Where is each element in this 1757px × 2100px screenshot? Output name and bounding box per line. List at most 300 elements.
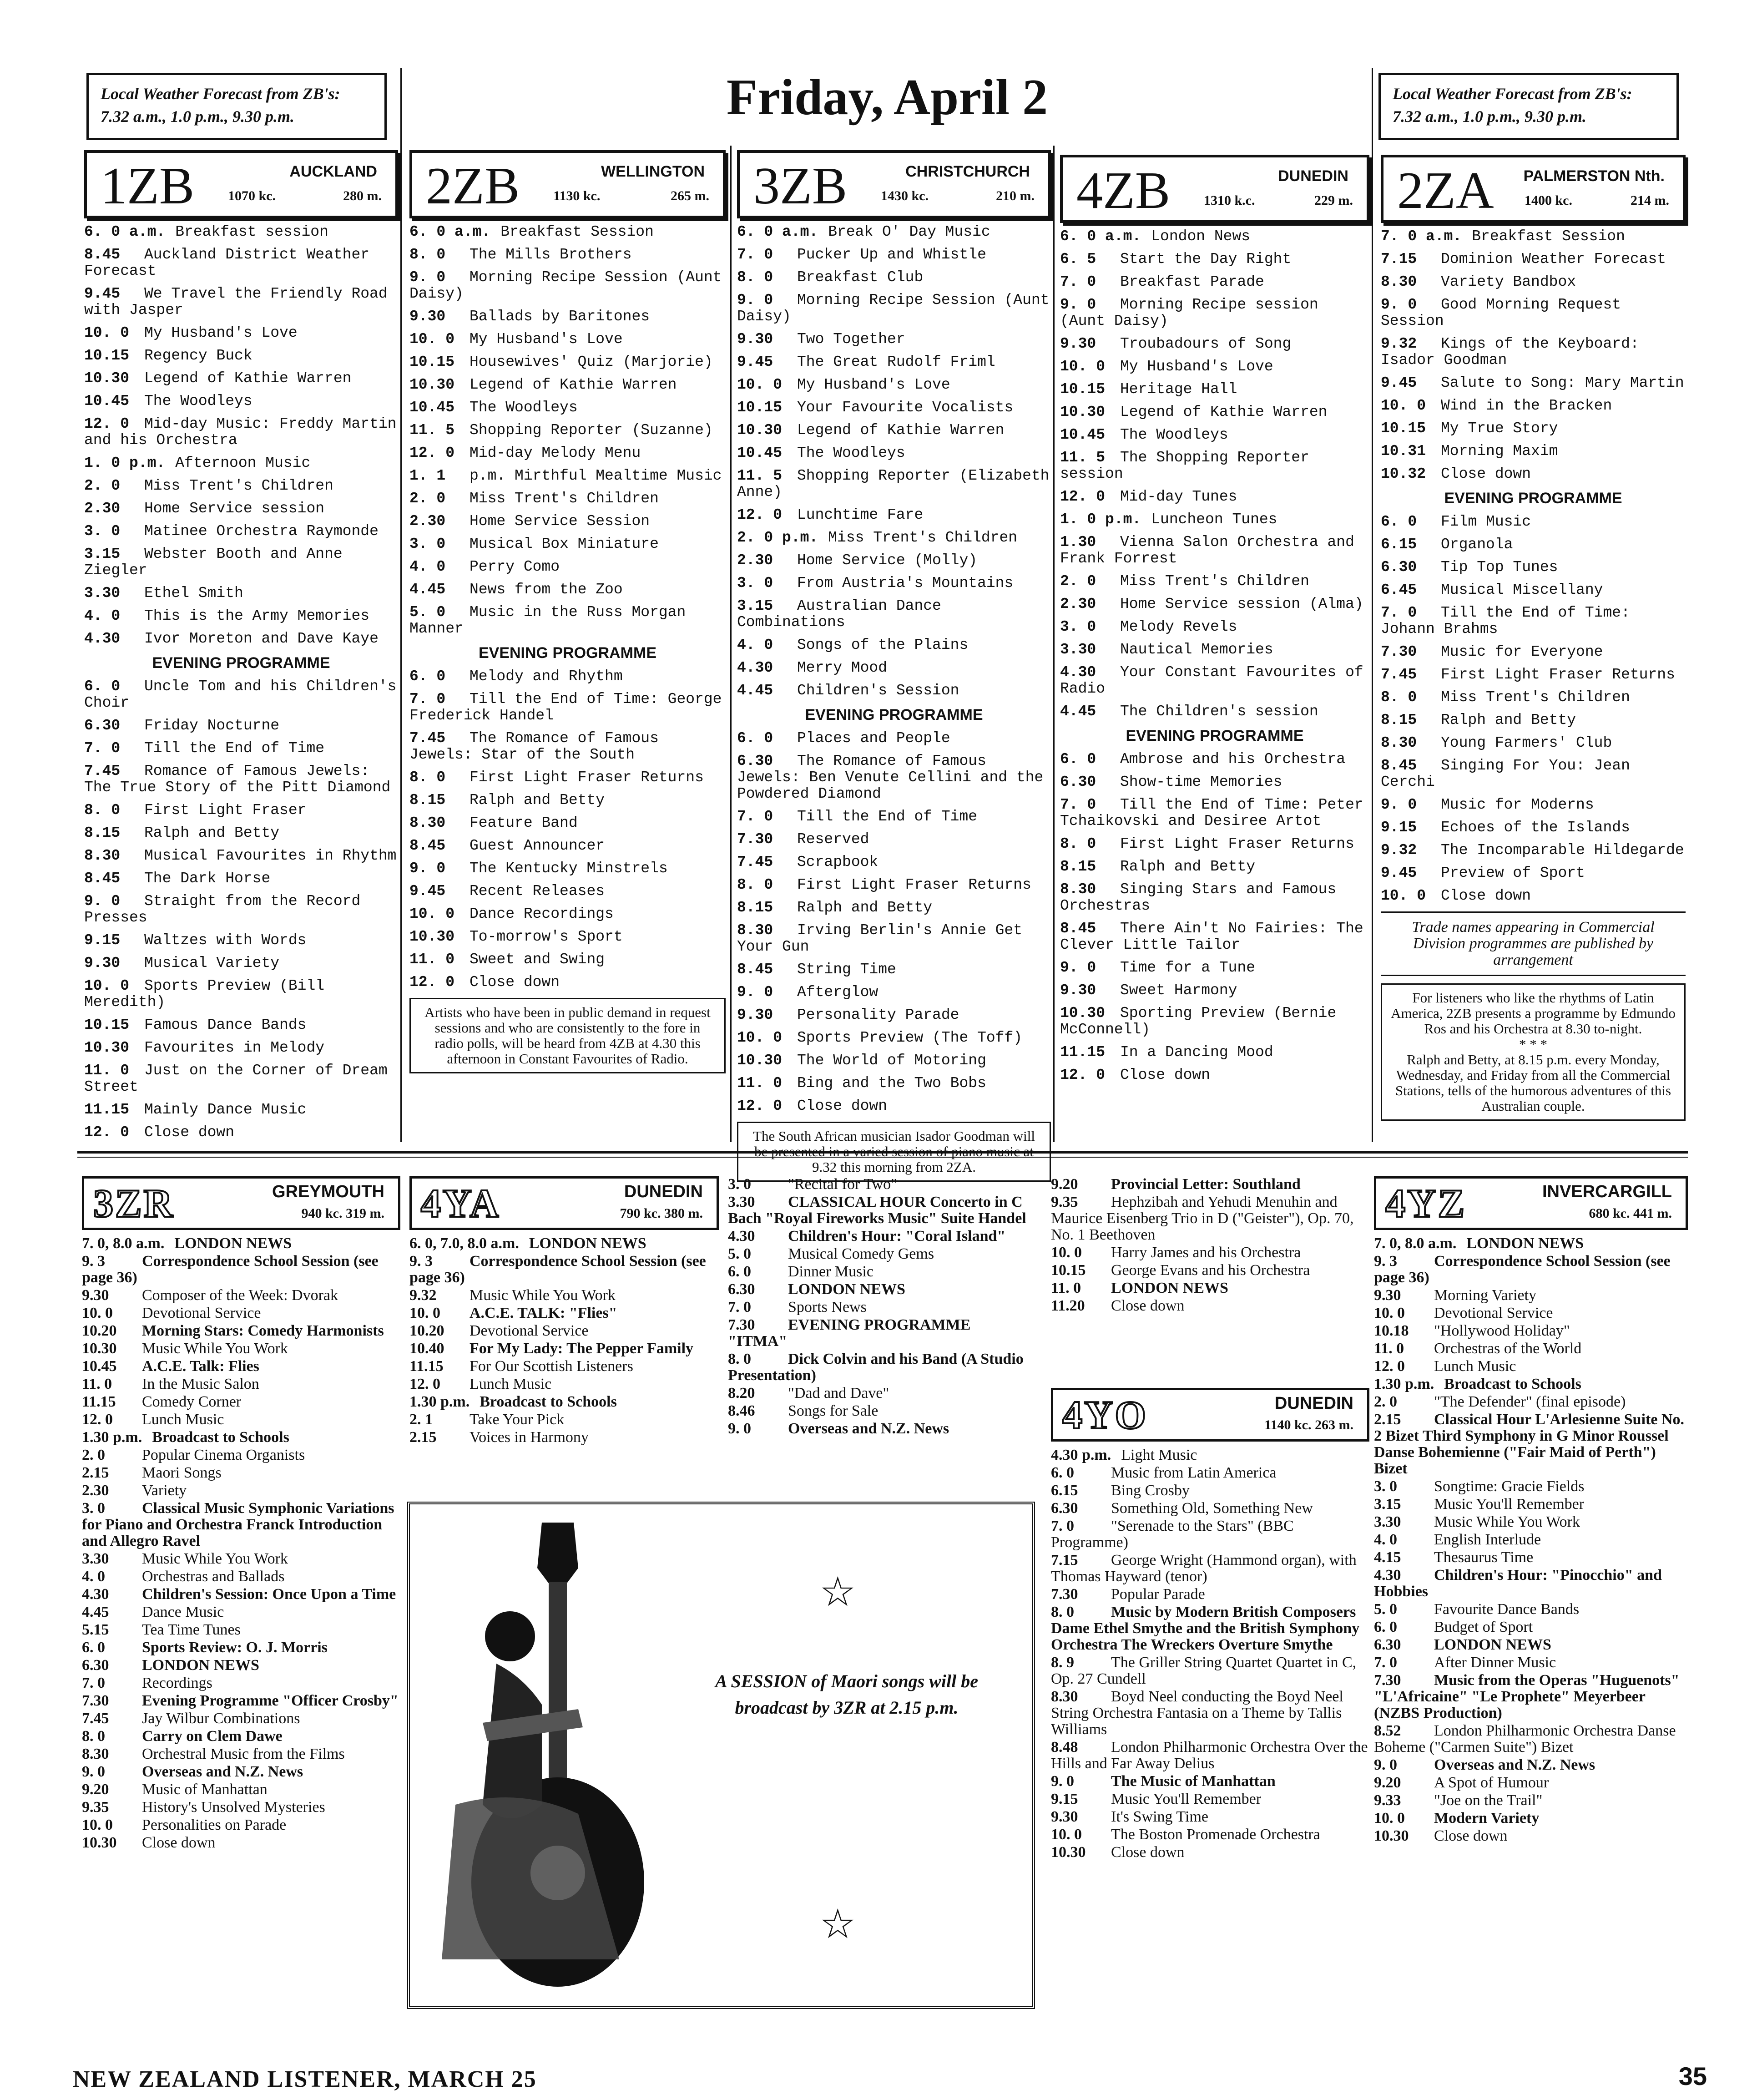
programme-entry	[84, 286, 398, 319]
entry-time: 10.30	[82, 1340, 117, 1357]
programme-entry	[84, 763, 398, 796]
programme-entry	[84, 631, 398, 647]
station-metres: 210 m.	[996, 188, 1035, 203]
entry-time: 9.15	[1381, 819, 1417, 836]
entry-time: 7.30	[82, 1692, 109, 1709]
station-kc: 1070 kc.	[228, 188, 276, 203]
programme-entry	[84, 585, 398, 602]
entry-programme: My Husband's Love	[144, 324, 298, 341]
entry-time: 4.15	[1374, 1549, 1401, 1566]
entry-programme: The Woodleys	[1120, 426, 1228, 443]
entry-time: 12. 0	[409, 445, 455, 461]
programme-entry	[409, 604, 726, 637]
programme-entry	[409, 354, 726, 370]
programme-entry	[737, 753, 1051, 802]
entry-time: 10. 0	[82, 1305, 113, 1321]
entry-programme: Merry Mood	[797, 659, 888, 676]
programme-entry	[82, 1817, 400, 1833]
programme-entry	[1051, 1809, 1369, 1825]
programme-entry	[409, 1341, 719, 1357]
entry-time: 10.30	[1374, 1827, 1409, 1844]
entry-programme: The World of Motoring	[797, 1052, 986, 1069]
programme-entry	[409, 1323, 719, 1339]
station-header	[1381, 155, 1686, 223]
programme-entry	[409, 1429, 719, 1446]
programme-entry	[409, 1305, 719, 1321]
entry-programme: Time for a Tune	[1120, 959, 1256, 976]
entry-time: 10.30	[1051, 1844, 1086, 1861]
entry-programme: Ralph and Betty	[797, 899, 933, 916]
entry-time: 10.15	[737, 399, 783, 416]
entry-programme: A Spot of Humour	[1434, 1774, 1549, 1791]
programme-entry	[737, 1098, 1051, 1114]
entry-time: 7.45	[737, 854, 773, 870]
entry-time: 4.30	[1060, 664, 1096, 681]
entry-time: 7. 0	[1374, 1654, 1397, 1671]
programme-entry	[1381, 582, 1686, 598]
programme-entry	[1374, 1496, 1688, 1513]
entry-time: 12. 0	[1374, 1358, 1405, 1375]
entry-time: 9.35	[1051, 1194, 1078, 1210]
entry-programme: There Ain't No Fairies: The Clever Little Tailor	[1060, 920, 1363, 953]
entry-programme: Broadcast to Schools	[1444, 1376, 1581, 1392]
programme-entry	[82, 1604, 400, 1620]
programme-entry	[737, 575, 1051, 592]
programme-entry	[1060, 573, 1369, 590]
entry-time: 9. 0	[1381, 796, 1417, 813]
entry-programme: Mainly Dance Music	[144, 1101, 307, 1118]
entry-programme: Mid-day Melody Menu	[470, 445, 641, 461]
entry-programme: p.m. Mirthful Mealtime Music	[470, 467, 722, 484]
entry-time: 6.30	[728, 1281, 755, 1298]
column-rule	[1372, 68, 1373, 1142]
entry-programme: Ralph and Betty	[1441, 712, 1576, 729]
entry-programme: The Romance of Famous Jewels: Ben Venute Cellini and the Powdered Diamond	[737, 753, 1044, 802]
entry-programme: Organola	[1441, 536, 1513, 553]
entry-time: 6.30	[1060, 774, 1096, 790]
programme-entry	[737, 422, 1051, 439]
entry-time: 9.30	[737, 1007, 773, 1023]
programme-entry	[1374, 1775, 1688, 1791]
entry-time: 10.32	[1381, 466, 1426, 482]
programme-entry	[728, 1228, 1028, 1245]
programme-entry	[82, 1483, 400, 1499]
entry-programme: Close down	[1120, 1067, 1211, 1083]
entry-time: 6. 0	[409, 668, 446, 685]
entry-programme: Sports Preview (The Toff)	[797, 1029, 1023, 1046]
entry-programme: Breakfast session	[175, 223, 328, 240]
entry-time: 6. 0 a.m.	[1060, 228, 1141, 245]
programme-entry	[1381, 536, 1686, 553]
programme-entry	[84, 802, 398, 819]
entry-time: 9.15	[1051, 1791, 1078, 1807]
entry-programme: Close down	[1111, 1844, 1185, 1861]
programme-entry	[84, 1124, 398, 1141]
entry-time: 6. 0	[737, 730, 773, 747]
programme-entry	[1060, 664, 1369, 697]
entry-time: 12. 0	[737, 1098, 783, 1114]
entry-programme: Morning Recipe Session (Aunt Daisy)	[737, 292, 1050, 325]
programme-entry	[82, 1287, 400, 1304]
entry-programme: Musical Favourites in Rhythm	[144, 847, 397, 864]
station-frequency: 680 kc. 441 m.	[1589, 1206, 1672, 1221]
programme-entry	[1051, 1655, 1369, 1687]
entry-time: 8.45	[1381, 757, 1417, 774]
programme-entry	[1374, 1287, 1688, 1304]
entry-time: 10. 0	[82, 1817, 113, 1833]
entry-time: 8.45	[409, 837, 446, 854]
entry-programme: The Romance of Famous Jewels: Star of the South	[409, 730, 659, 763]
entry-programme: CLASSICAL HOUR Concerto in C Bach "Royal Fireworks Music" Suite Handel	[728, 1194, 1026, 1227]
entry-time: 10. 0	[737, 1029, 783, 1046]
station-city: PALMERSTON Nth.	[1523, 167, 1665, 185]
entry-programme: Close down	[144, 1124, 235, 1141]
entry-time: 4. 0	[1374, 1531, 1397, 1548]
entry-programme: Sporting Preview (Bernie McConnell)	[1060, 1005, 1337, 1038]
entry-time: 6.30	[1381, 559, 1417, 576]
entry-time: 8.20	[728, 1385, 755, 1402]
programme-entry	[84, 370, 398, 387]
programme-entry	[1381, 398, 1686, 414]
programme-entry	[737, 1053, 1051, 1069]
programme-entry	[1051, 1262, 1369, 1279]
entry-time: 6.30	[1051, 1500, 1078, 1517]
entry-time: 4.45	[1060, 703, 1096, 720]
station-column-1zb	[84, 150, 398, 1147]
entry-programme: Close down	[1441, 887, 1531, 904]
entry-programme: Classical Hour L'Arlesienne Suite No. 2 Bizet Third Symphony in G Minor Roussel Danse Bohemienne ("Fair Maid of Perth") Bizet	[1374, 1411, 1684, 1477]
entry-time: 4.45	[409, 581, 446, 598]
entry-time: 10.30	[84, 370, 130, 387]
entry-time: 8.30	[1381, 273, 1417, 290]
entry-programme: Salute to Song: Mary Martin	[1441, 374, 1684, 391]
entry-time: 9. 0	[1060, 296, 1096, 313]
entry-programme: Perry Como	[470, 558, 560, 575]
station-header	[1060, 155, 1369, 223]
programme-entry	[409, 860, 726, 877]
entry-time: 10. 0	[1374, 1810, 1405, 1827]
entry-time: 8.45	[84, 246, 121, 263]
entry-programme: Start the Day Right	[1120, 251, 1292, 268]
programme-entry	[1051, 1483, 1369, 1499]
entry-programme: Two Together	[797, 331, 905, 348]
entry-time: 11.15	[409, 1358, 444, 1375]
entry-programme: Shopping Reporter (Elizabeth Anne)	[737, 467, 1050, 501]
programme-entry	[82, 1235, 400, 1252]
programme-entry	[82, 1447, 400, 1463]
entry-time: 9.30	[1374, 1287, 1401, 1304]
entry-programme: Famous Dance Bands	[144, 1017, 307, 1033]
entry-programme: Evening Programme "Officer Crosby"	[142, 1692, 399, 1709]
entry-time: 12. 0	[84, 1124, 130, 1141]
entry-time: 4.30	[1374, 1567, 1401, 1584]
entry-programme: Your Favourite Vocalists	[797, 399, 1014, 416]
entry-programme: Maori Songs	[142, 1464, 222, 1481]
entry-time: 9.45	[1381, 374, 1417, 391]
programme-entry	[737, 530, 1051, 546]
station-frequency	[1204, 193, 1353, 208]
entry-programme: First Light Fraser Returns	[1120, 835, 1354, 852]
entry-programme: LONDON NEWS	[142, 1657, 259, 1674]
entry-time: 8. 9	[1051, 1654, 1074, 1671]
trade-names-note: Trade names appearing in Commercial Division programmes are published by arrangement	[1381, 911, 1686, 976]
programme-entry	[1381, 274, 1686, 290]
entry-programme: Close down	[470, 974, 560, 991]
entry-programme: String Time	[797, 961, 896, 978]
entry-time: 8.52	[1374, 1722, 1401, 1739]
entry-programme: Young Farmers' Club	[1441, 734, 1612, 751]
entry-programme: Boyd Neel conducting the Boyd Neel String Orchestra Fantasia on a Theme by Tallis Williams	[1051, 1688, 1343, 1738]
entry-programme: Morning Stars: Comedy Harmonists	[142, 1322, 384, 1339]
entry-programme: Morning Maxim	[1441, 443, 1558, 460]
programme-entry	[1060, 534, 1369, 567]
programme-entry	[84, 1063, 398, 1095]
entry-programme: Film Music	[1441, 513, 1531, 530]
entry-time: 10.30	[82, 1834, 117, 1851]
programme-entry	[82, 1551, 400, 1567]
entry-time: 6. 0	[728, 1263, 751, 1280]
entry-programme: My Husband's Love	[470, 331, 623, 348]
entry-programme: Music from Latin America	[1111, 1464, 1277, 1481]
entry-programme: Webster Booth and Anne Ziegler	[84, 546, 343, 579]
programme-entry	[737, 984, 1051, 1001]
programme-entry	[82, 1500, 400, 1549]
entry-programme: Home Service session (Alma)	[1120, 596, 1363, 612]
programme-entry	[1060, 881, 1369, 914]
entry-time: 7. 0	[82, 1675, 105, 1691]
entry-time: 11.15	[82, 1393, 116, 1410]
entry-programme: Ralph and Betty	[1120, 858, 1256, 875]
programme-entry	[84, 455, 398, 471]
entry-time: 7.15	[1051, 1552, 1078, 1569]
column-rule	[400, 68, 402, 1142]
entry-time: 10. 0	[1051, 1244, 1082, 1261]
programme-entry	[737, 854, 1051, 870]
info-box	[1381, 983, 1686, 1121]
entry-programme: Ambrose and his Orchestra	[1120, 751, 1346, 768]
station-kc: 1310 k.c.	[1204, 193, 1255, 208]
programme-entry	[409, 582, 726, 598]
entry-programme: LONDON NEWS	[1466, 1235, 1584, 1252]
programme-entry	[728, 1385, 1028, 1402]
entry-programme: Legend of Kathie Warren	[470, 376, 677, 393]
entry-time: 9. 3	[409, 1253, 433, 1270]
entry-time: 1.30 p.m.	[409, 1393, 470, 1410]
entry-time: 1. 0 p.m.	[84, 455, 166, 471]
entry-programme: Scrapbook	[797, 854, 878, 870]
entry-programme: Till the End of Time	[144, 740, 325, 757]
programme-entry	[737, 637, 1051, 653]
entry-time: 10.45	[82, 1358, 117, 1375]
entry-programme: Variety Bandbox	[1441, 273, 1576, 290]
entry-programme: Devotional Service	[142, 1305, 261, 1321]
entry-programme: First Light Fraser Returns	[797, 876, 1031, 893]
station-column-4yz	[1374, 1176, 1688, 2018]
column-rule	[730, 146, 732, 1142]
programme-entry	[82, 1305, 400, 1321]
station-frequency	[228, 188, 382, 204]
programme-entry	[728, 1246, 1028, 1262]
entry-programme: "Hollywood Holiday"	[1434, 1322, 1570, 1339]
entry-time: 8. 0	[82, 1728, 105, 1745]
programme-entry	[82, 1358, 400, 1375]
entry-programme: Overseas and N.Z. News	[788, 1420, 949, 1437]
entry-programme: Ralph and Betty	[470, 792, 605, 809]
entry-time: 2. 0 p.m.	[737, 529, 818, 546]
entry-time: 11. 0	[737, 1075, 783, 1092]
programme-entry	[1051, 1245, 1369, 1261]
entry-time: 7. 0 a.m.	[1381, 228, 1462, 245]
entry-programme: Sweet Harmony	[1120, 982, 1237, 999]
entry-time: 2.15	[1374, 1411, 1401, 1428]
programme-entry	[737, 900, 1051, 916]
programme-entry	[409, 730, 726, 763]
entry-programme: Pucker Up and Whistle	[797, 246, 986, 263]
entry-programme: Lunch Music	[470, 1376, 552, 1392]
entry-time: 10.30	[737, 1052, 783, 1069]
programme-entry	[728, 1281, 1028, 1298]
programme-entry	[1051, 1280, 1369, 1296]
entry-programme: The Woodleys	[470, 399, 578, 416]
programme-entry	[728, 1264, 1028, 1280]
entry-programme: Wind in the Bracken	[1441, 397, 1612, 414]
programme-entry	[728, 1176, 1028, 1193]
entry-programme: My Husband's Love	[1120, 358, 1273, 375]
programme-entry	[409, 1358, 719, 1375]
entry-programme: Dinner Music	[788, 1263, 873, 1280]
programme-entry	[1060, 619, 1369, 635]
programme-entry	[1060, 297, 1369, 329]
programme-entry	[84, 501, 398, 517]
entry-time: 6. 0	[82, 1639, 105, 1656]
entry-time: 3.30	[82, 1550, 109, 1567]
programme-entry	[1374, 1235, 1688, 1252]
entry-time: 2.15	[409, 1429, 437, 1446]
programme-entry	[1381, 251, 1686, 268]
programme-entry	[1060, 960, 1369, 976]
entry-time: 8. 0	[409, 246, 446, 263]
section-heading: EVENING PROGRAMME	[152, 654, 330, 672]
station-column-4zb	[1060, 155, 1369, 1147]
entry-programme: Orchestras and Ballads	[142, 1568, 285, 1585]
entry-programme: Music While You Work	[1434, 1513, 1580, 1530]
entry-programme: Matinee Orchestra Raymonde	[144, 523, 379, 540]
programme-entry	[1374, 1637, 1688, 1653]
entry-programme: Just on the Corner of Dream Street	[84, 1062, 388, 1095]
programme-entry	[1051, 1500, 1369, 1517]
entry-programme: Dance Music	[142, 1604, 224, 1620]
entry-programme: Miss Trent's Children	[1120, 573, 1309, 590]
info-text: For listeners who like the rhythms of Latin America, 2ZB presents a programme by Edmundo Ros and his Orchestra at 8.30 to-night.	[1391, 990, 1676, 1037]
programme-entry	[1051, 1773, 1369, 1790]
entry-programme: Till the End of Time: Peter Tchaikovski and Desiree Artot	[1060, 796, 1363, 830]
entry-programme: "Recital for Two"	[788, 1176, 898, 1193]
entry-programme: Comedy Corner	[142, 1393, 242, 1410]
programme-entry	[82, 1799, 400, 1816]
programme-entry	[1374, 1619, 1688, 1635]
entry-programme: Lunch Music	[142, 1411, 224, 1428]
programme-entry	[1060, 274, 1369, 290]
station-callsign: 4YA	[421, 1182, 501, 1226]
entry-time: 12. 0	[1060, 488, 1106, 505]
station-header	[84, 150, 398, 218]
entry-programme: Singing For You: Jean Cerchi	[1381, 757, 1630, 790]
entry-time: 4.30	[82, 1586, 109, 1603]
entry-programme: The Kentucky Minstrels	[470, 860, 668, 877]
entry-time: 4.30	[84, 630, 121, 647]
entry-time: 9.32	[1381, 842, 1417, 859]
station-column-4ya-cont	[728, 1176, 1028, 1495]
section-heading: EVENING PROGRAMME	[478, 644, 657, 662]
entry-programme: Ivor Moreton and Dave Kaye	[144, 630, 379, 647]
entry-programme: Mid-day Music: Freddy Martin and his Orchestra	[84, 415, 397, 449]
entry-programme: Straight from the Record Presses	[84, 893, 361, 926]
entry-time: 5. 0	[728, 1245, 751, 1262]
entry-time: 11. 5	[1060, 449, 1106, 466]
entry-programme: For Our Scottish Listeners	[470, 1358, 633, 1375]
entry-programme: Reserved	[797, 831, 869, 848]
programme-entry	[82, 1622, 400, 1638]
entry-programme: LONDON NEWS	[1111, 1280, 1228, 1296]
entry-programme: In the Music Salon	[142, 1376, 259, 1392]
entry-programme: Songtime: Gracie Fields	[1434, 1478, 1585, 1495]
programme-entry	[1060, 251, 1369, 268]
entry-time: 3.15	[737, 597, 773, 614]
programme-entry	[1381, 797, 1686, 813]
programme-entry	[82, 1657, 400, 1674]
programme-entry	[1060, 404, 1369, 420]
station-city: AUCKLAND	[289, 163, 377, 180]
programme-entry	[84, 348, 398, 364]
entry-time: 8.15	[1060, 858, 1096, 875]
entry-time: 8. 0	[737, 876, 773, 893]
programme-entry	[1051, 1586, 1369, 1603]
programme-entry	[1374, 1394, 1688, 1410]
programme-entry	[1374, 1358, 1688, 1375]
entry-time: 2.30	[1060, 596, 1096, 612]
entry-programme: Tea Time Tunes	[142, 1621, 241, 1638]
entry-time: 6. 0	[1381, 513, 1417, 530]
entry-time: 11. 0	[82, 1376, 112, 1392]
programme-entry	[82, 1394, 400, 1410]
entry-time: 6. 0 a.m.	[737, 223, 818, 240]
entry-time: 8. 0	[1060, 835, 1096, 852]
programme-entry	[1060, 1005, 1369, 1038]
entry-time: 12. 0	[82, 1411, 113, 1428]
programme-entry	[1381, 820, 1686, 836]
entry-time: 10. 0	[1374, 1305, 1405, 1321]
programme-entry	[409, 974, 726, 991]
programme-entry	[409, 513, 726, 530]
entry-programme: Till the End of Time: Johann Brahms	[1381, 604, 1630, 638]
programme-entry	[84, 325, 398, 341]
entry-programme: London Philharmonic Orchestra Danse Boheme ("Carmen Suite") Bizet	[1374, 1722, 1676, 1756]
programme-entry	[737, 269, 1051, 286]
entry-programme: My True Story	[1441, 420, 1558, 437]
entry-programme: Melody Revels	[1120, 618, 1237, 635]
programme-entry	[1374, 1757, 1688, 1773]
programme-entry	[82, 1781, 400, 1798]
programme-entry	[1060, 797, 1369, 830]
entry-programme: Friday Nocturne	[144, 717, 280, 734]
programme-entry	[1060, 596, 1369, 612]
programme-entry	[728, 1194, 1028, 1227]
station-city: DUNEDIN	[624, 1182, 703, 1201]
stars-divider: * * *	[1519, 1036, 1547, 1052]
entry-time: 9.45	[1381, 865, 1417, 881]
station-header	[409, 150, 726, 218]
entry-time: 8.15	[1381, 712, 1417, 729]
